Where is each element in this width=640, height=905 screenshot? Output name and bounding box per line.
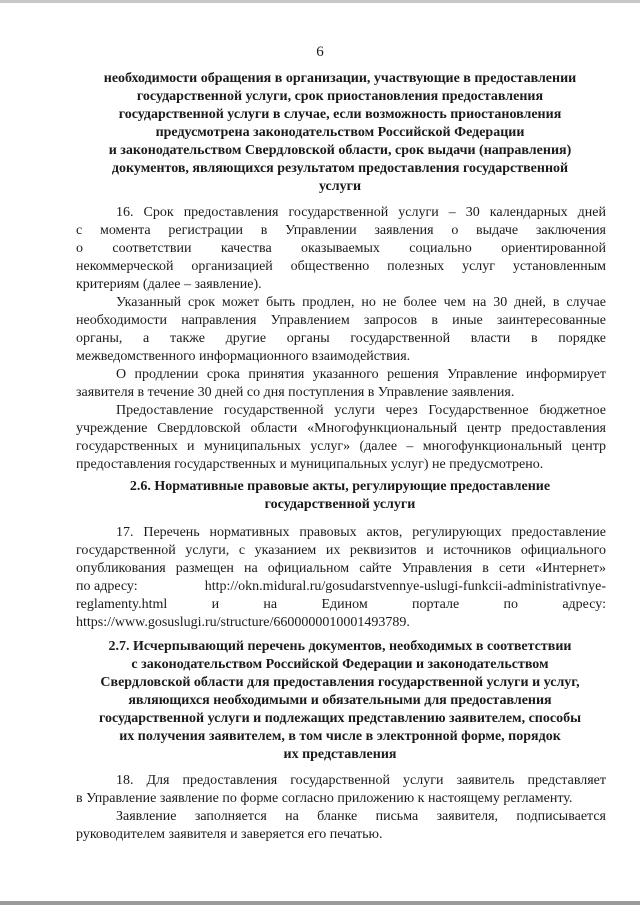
heading-line: необходимости обращения в организации, участвующие в предоставлении <box>103 71 577 86</box>
address-line <box>76 578 606 596</box>
paragraph-16d-line: предоставления государственных и муниципальных услуг) не предусмотрено. <box>76 457 544 472</box>
paragraph-18-line: 18. Для предоставления государственной услуги заявитель представляет <box>116 773 606 788</box>
paragraph-18-line: в Управление заявление по форме согласно приложению к настоящему регламенту. <box>76 791 573 806</box>
paragraph-17-line: 17. Перечень нормативных правовых актов, регулирующих предоставление <box>116 525 606 540</box>
word: Едином <box>321 597 368 612</box>
section-2-7-heading: Свердловской области для предоставления государственной услуги и услуг, <box>100 675 580 690</box>
paragraph-16b-line: органы, а также другие органы государственной власти в порядке <box>76 331 606 346</box>
heading-line: и законодательством Свердловской области, срок выдачи (направления) <box>108 143 572 158</box>
reglament-url-link[interactable]: reglamenty.html <box>76 597 168 612</box>
section-2-7-heading: их представления <box>283 747 397 762</box>
paragraph-16c-line: О продлении срока принятия указанного решения Управление информирует <box>116 367 606 382</box>
section-2-7-heading: их получения заявителем, в том числе в электронной форме, порядок <box>119 729 561 744</box>
word: по <box>503 597 518 612</box>
word: на <box>263 597 278 612</box>
word: и <box>211 597 220 612</box>
paragraph-16-line: некоммерческой организацией общественно полезных услуг установленным <box>76 259 606 274</box>
section-2-6-heading: 2.6. Нормативные правовые акты, регулирующие предоставление <box>129 479 551 494</box>
heading-line: предусмотрена законодательством Российской Федерации <box>155 125 525 140</box>
paragraph-16b-line: Указанный срок может быть продлен, но не более чем на 30 дней, в случае <box>116 295 606 310</box>
paragraph-16c-line: заявителя в течение 30 дней со дня поступления в Управление заявления. <box>76 385 515 400</box>
paragraph-18b-line: руководителем заявителя и заверяется его печатью. <box>76 827 383 842</box>
heading-line: государственной услуги, срок приостановления предоставления <box>136 89 544 104</box>
paragraph-18b-line: Заявление заполняется на бланке письма заявителя, подписывается <box>116 809 606 824</box>
section-2-7-heading: государственной услуги и подлежащих представлению заявителем, способы <box>98 711 581 726</box>
word: портале <box>412 597 460 612</box>
paragraph-16b-line: необходимости направления Управлением запросов в иные заинтересованные <box>76 313 606 328</box>
heading-line: государственной услуги в случае, если возможность приостановления <box>118 107 562 122</box>
gosuslugi-url-link[interactable]: https://www.gosuslugi.ru/structure/6600000010001493789. <box>76 615 410 630</box>
paragraph-17-line: государственной услуги, с указанием их реквизитов и источников официального <box>76 543 606 558</box>
section-2-7-heading: с законодательством Российской Федерации и законодательством <box>131 657 549 672</box>
page-number: 6 <box>316 44 324 60</box>
section-2-7-heading: являющихся необходимыми и обязательными для предоставления <box>128 693 552 708</box>
reglament-line <box>76 596 606 614</box>
paragraph-17-line: опубликования размещен на официальном сайте Управления в сети «Интернет» <box>76 561 606 576</box>
paragraph-16-line: 16. Срок предоставления государственной услуги – 30 календарных дней <box>116 205 606 220</box>
paragraph-16b-line: межведомственного информационного взаимодействия. <box>76 349 411 364</box>
scan-top-edge <box>0 0 640 3</box>
paragraph-16d-line: Предоставление государственной услуги через Государственное бюджетное <box>116 403 606 418</box>
paragraph-16-line: о соответствии качества оказываемых социально ориентированной <box>76 241 606 256</box>
paragraph-16d-line: учреждение Свердловской области «Многофункциональный центр предоставления <box>76 421 606 436</box>
section-2-7-heading: 2.7. Исчерпывающий перечень документов, необходимых в соответствии <box>108 639 572 654</box>
paragraph-16-line: критериям (далее – заявление). <box>76 277 262 292</box>
okn-url-link[interactable]: http://okn.midural.ru/gosudarstvennye-uslugi-funkcii-administrativnye- <box>204 579 606 594</box>
heading-line: документов, являющихся результатом предоставления государственной <box>111 161 569 176</box>
address-label: по адресу: <box>76 579 138 594</box>
paragraph-16d-line: государственных и муниципальных услуг» (далее – многофункциональный центр <box>76 439 606 454</box>
word: адресу: <box>562 597 606 612</box>
scan-bottom-edge <box>0 901 640 905</box>
section-2-6-heading: государственной услуги <box>264 497 416 512</box>
heading-line: услуги <box>318 179 362 194</box>
paragraph-16-line: с момента регистрации в Управлении заявления о выдаче заключения <box>76 223 606 238</box>
